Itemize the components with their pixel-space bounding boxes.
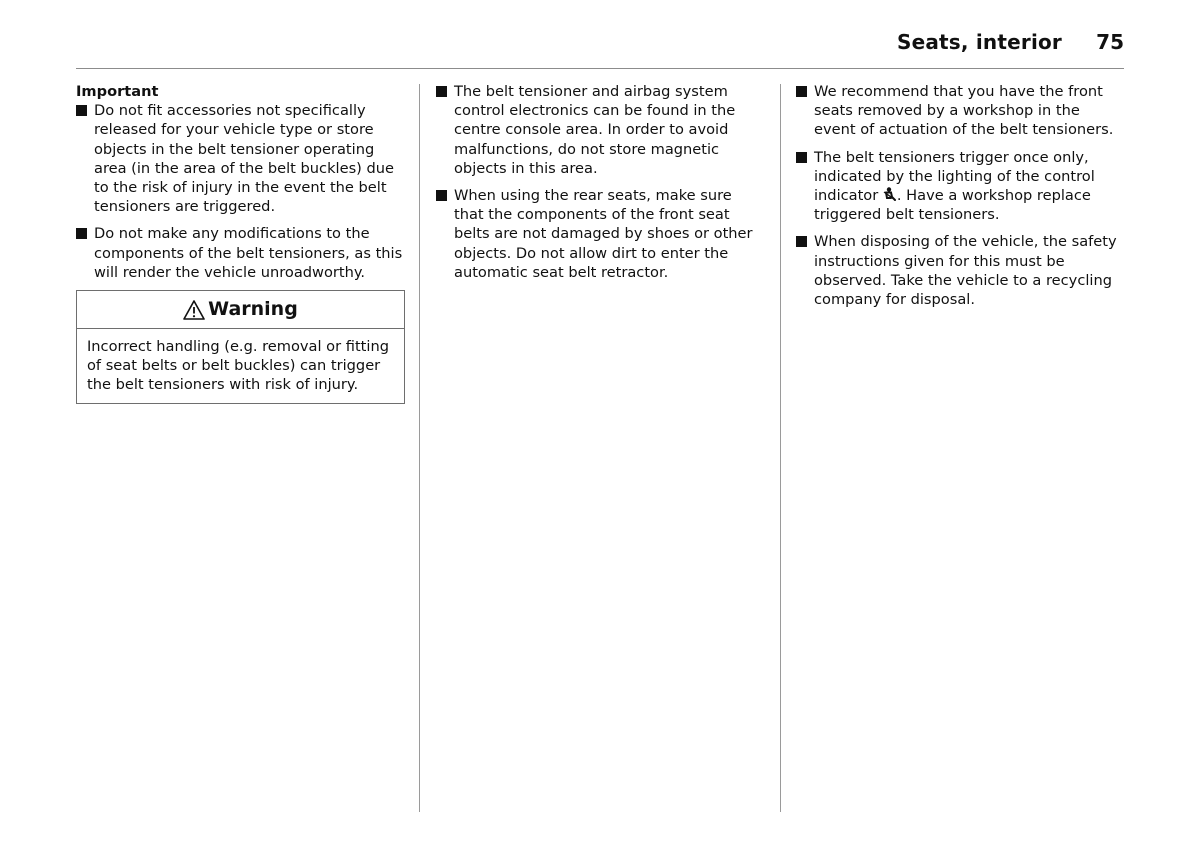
list-item-text: Do not make any modifications to the components of the belt tensioners, as this will render the vehicle unroadworthy. — [94, 225, 403, 281]
square-bullet-icon — [796, 236, 807, 247]
list-item-text — [814, 149, 1095, 224]
list-item-text: When using the rear seats, make sure that the components of the front seat belts are not damaged by shoes or other objects. Do not allow dirt to enter the automatic seat belt retractor. — [454, 187, 753, 281]
header-divider — [76, 68, 1124, 69]
list-item — [436, 186, 766, 282]
square-bullet-icon — [436, 190, 447, 201]
column-divider-1 — [419, 84, 420, 812]
square-bullet-icon — [436, 86, 447, 97]
warning-text: Incorrect handling (e.g. removal or fitting of seat belts or belt buckles) can trigger the belt tensioners with risk of injury. — [87, 338, 389, 394]
list-item — [796, 148, 1126, 225]
list-item-text: The belt tensioner and airbag system control electronics can be found in the centre console area. In order to avoid malfunctions, do not store magnetic objects in this area. — [454, 83, 736, 177]
list-item — [796, 232, 1126, 309]
warning-triangle-icon — [183, 300, 205, 320]
list-item-text: We recommend that you have the front seats removed by a workshop in the event of actuation of the belt tensioners. — [814, 83, 1114, 139]
column-3 — [796, 82, 1126, 317]
square-bullet-icon — [796, 86, 807, 97]
page-number: 75 — [1096, 30, 1124, 54]
belt-tensioner-indicator-icon — [883, 187, 897, 202]
column-divider-2 — [780, 84, 781, 812]
list-item-text-end: . Have a workshop replace triggered belt tensioners. — [814, 187, 1091, 224]
important-heading: Important — [76, 83, 159, 100]
square-bullet-icon — [76, 228, 87, 239]
warning-title: Warning — [208, 297, 298, 320]
list-item — [796, 82, 1126, 140]
list-item — [76, 101, 406, 216]
warning-header — [77, 291, 404, 329]
column-1 — [76, 82, 406, 404]
page-section-title: Seats, interior — [896, 30, 1062, 54]
list-item-text: When disposing of the vehicle, the safety instructions given for this must be observed. Take the vehicle to a recycling company for disposal. — [814, 233, 1117, 309]
square-bullet-icon — [76, 105, 87, 116]
list-item-text-start: The belt tensioners trigger once only, indicated by the lighting of the control indicator — [814, 148, 1095, 205]
list-item-text: Do not fit accessories not specifically released for your vehicle type or store objects in the belt tensioner operating area (in the area of the belt buckles) due to the risk of injury in the event the belt tensioners are triggered. — [94, 102, 394, 216]
warning-box — [76, 290, 405, 404]
list-item — [76, 224, 406, 282]
column-2 — [436, 82, 766, 290]
square-bullet-icon — [796, 152, 807, 163]
list-item — [436, 82, 766, 178]
